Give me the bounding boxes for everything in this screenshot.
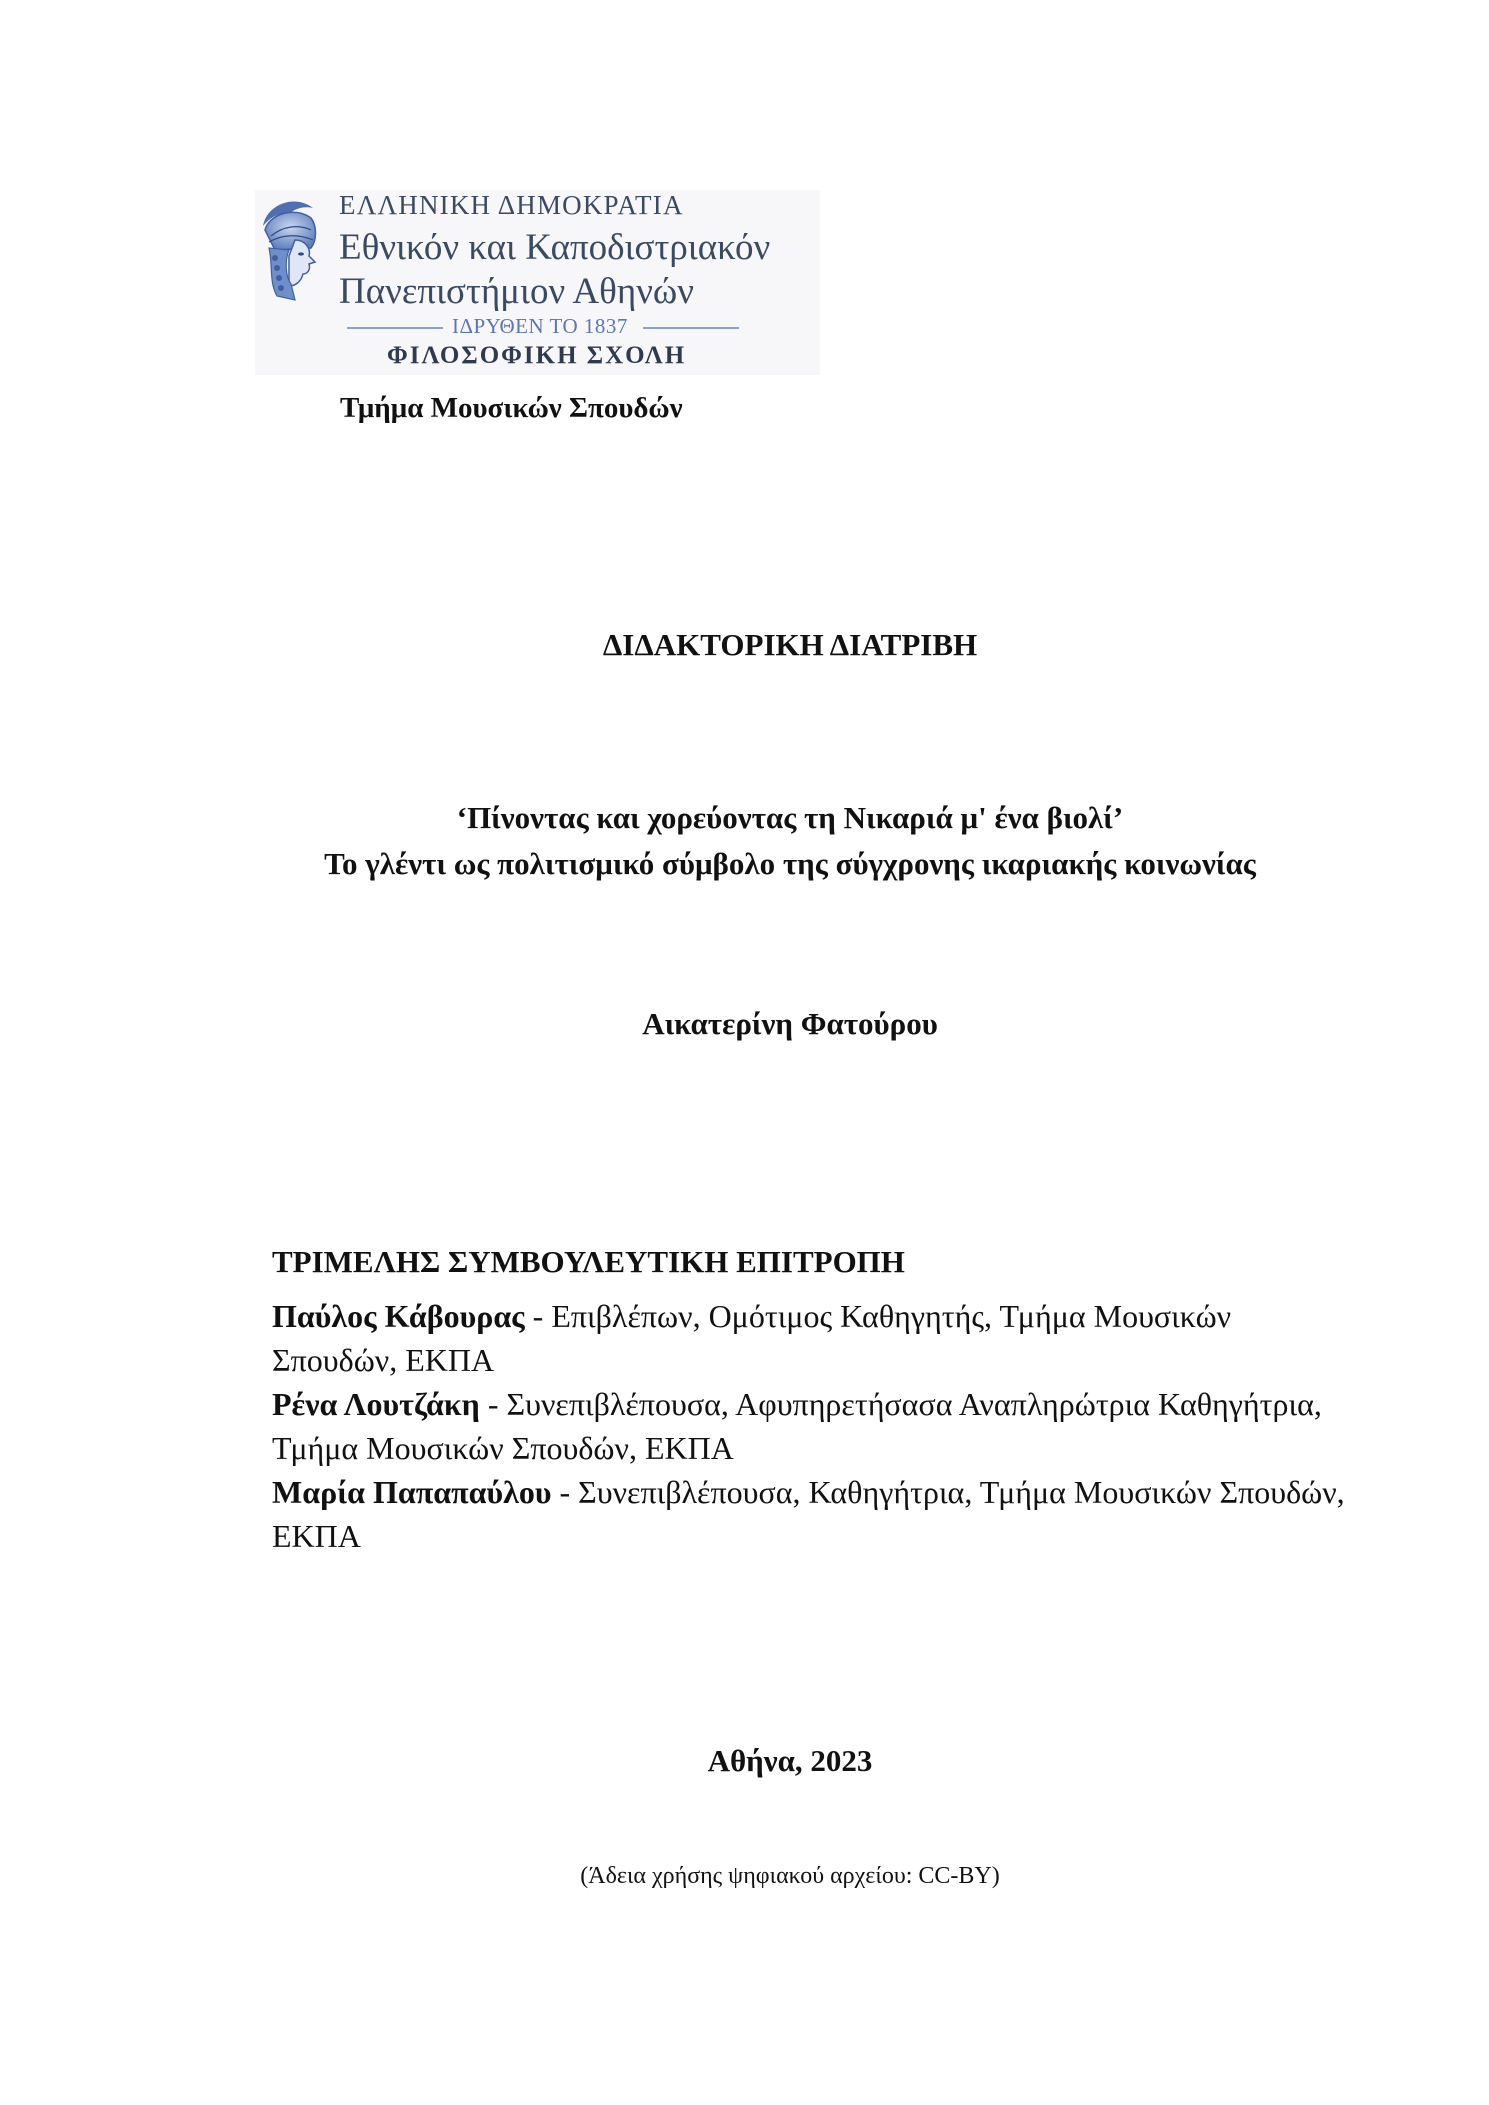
committee-heading: ΤΡΙΜΕΛΗΣ ΣΥΜΒΟΥΛΕΥΤΙΚΗ ΕΠΙΤΡΟΠΗ	[272, 1244, 905, 1279]
logo-divider-right	[643, 327, 739, 329]
committee-member	[272, 1470, 1352, 1558]
committee-section	[272, 1240, 1352, 1558]
member-role: - Επιβλέπων, Ομότιμος Καθηγητής, Τμήμα Μουσικών Σπουδών, ΕΚΠΑ	[272, 1298, 1232, 1378]
member-role: - Συνεπιβλέπουσα, Καθηγήτρια, Τμήμα Μουσικών Σπουδών, ΕΚΠΑ	[272, 1474, 1345, 1554]
logo-university-name-line1: Εθνικόν και Καποδιστριακόν	[339, 227, 771, 268]
logo-founded: ΙΔΡΥΘΕΝ ΤΟ 1837	[452, 314, 628, 338]
committee-member	[272, 1382, 1352, 1470]
university-logo	[255, 190, 820, 375]
thesis-title-line1: ‘Πίνοντας και χορεύοντας τη Νικαριά μ' ένα βιολί’	[456, 800, 1124, 835]
department-name: Τμήμα Μουσικών Σπουδών	[340, 392, 683, 424]
member-name: Παύλος Κάβουρας	[272, 1298, 525, 1334]
logo-school-name: ΦΙΛΟΣΟΦΙΚΗ ΣΧΟΛΗ	[387, 342, 687, 369]
author-name: Αικατερίνη Φατούρου	[642, 1006, 938, 1041]
logo-divider-left	[347, 327, 443, 329]
committee-member	[272, 1294, 1352, 1382]
member-name: Μαρία Παπαπαύλου	[272, 1474, 552, 1510]
member-role: - Συνεπιβλέπουσα, Αφυπηρετήσασα Αναπληρώτρια Καθηγήτρια, Τμήμα Μουσικών Σπουδών, ΕΚΠΑ	[272, 1386, 1322, 1466]
place-and-year: Αθήνα, 2023	[707, 1743, 873, 1778]
athena-seal-icon	[255, 196, 323, 304]
logo-country-name: ΕΛΛΗΝΙΚΗ ΔΗΜΟΚΡΑΤΙΑ	[339, 190, 684, 220]
logo-university-name-line2: Πανεπιστήμιον Αθηνών	[339, 271, 695, 312]
license-note: (Άδεια χρήσης ψηφιακού αρχείου: CC-BY)	[580, 1863, 1000, 1889]
document-type: ΔΙΔΑΚΤΟΡΙΚΗ ΔΙΑΤΡΙΒΗ	[602, 627, 978, 662]
thesis-title-line2: Το γλέντι ως πολιτισμικό σύμβολο της σύγχρονης ικαριακής κοινωνίας	[324, 846, 1256, 881]
member-name: Ρένα Λουτζάκη	[272, 1386, 480, 1422]
